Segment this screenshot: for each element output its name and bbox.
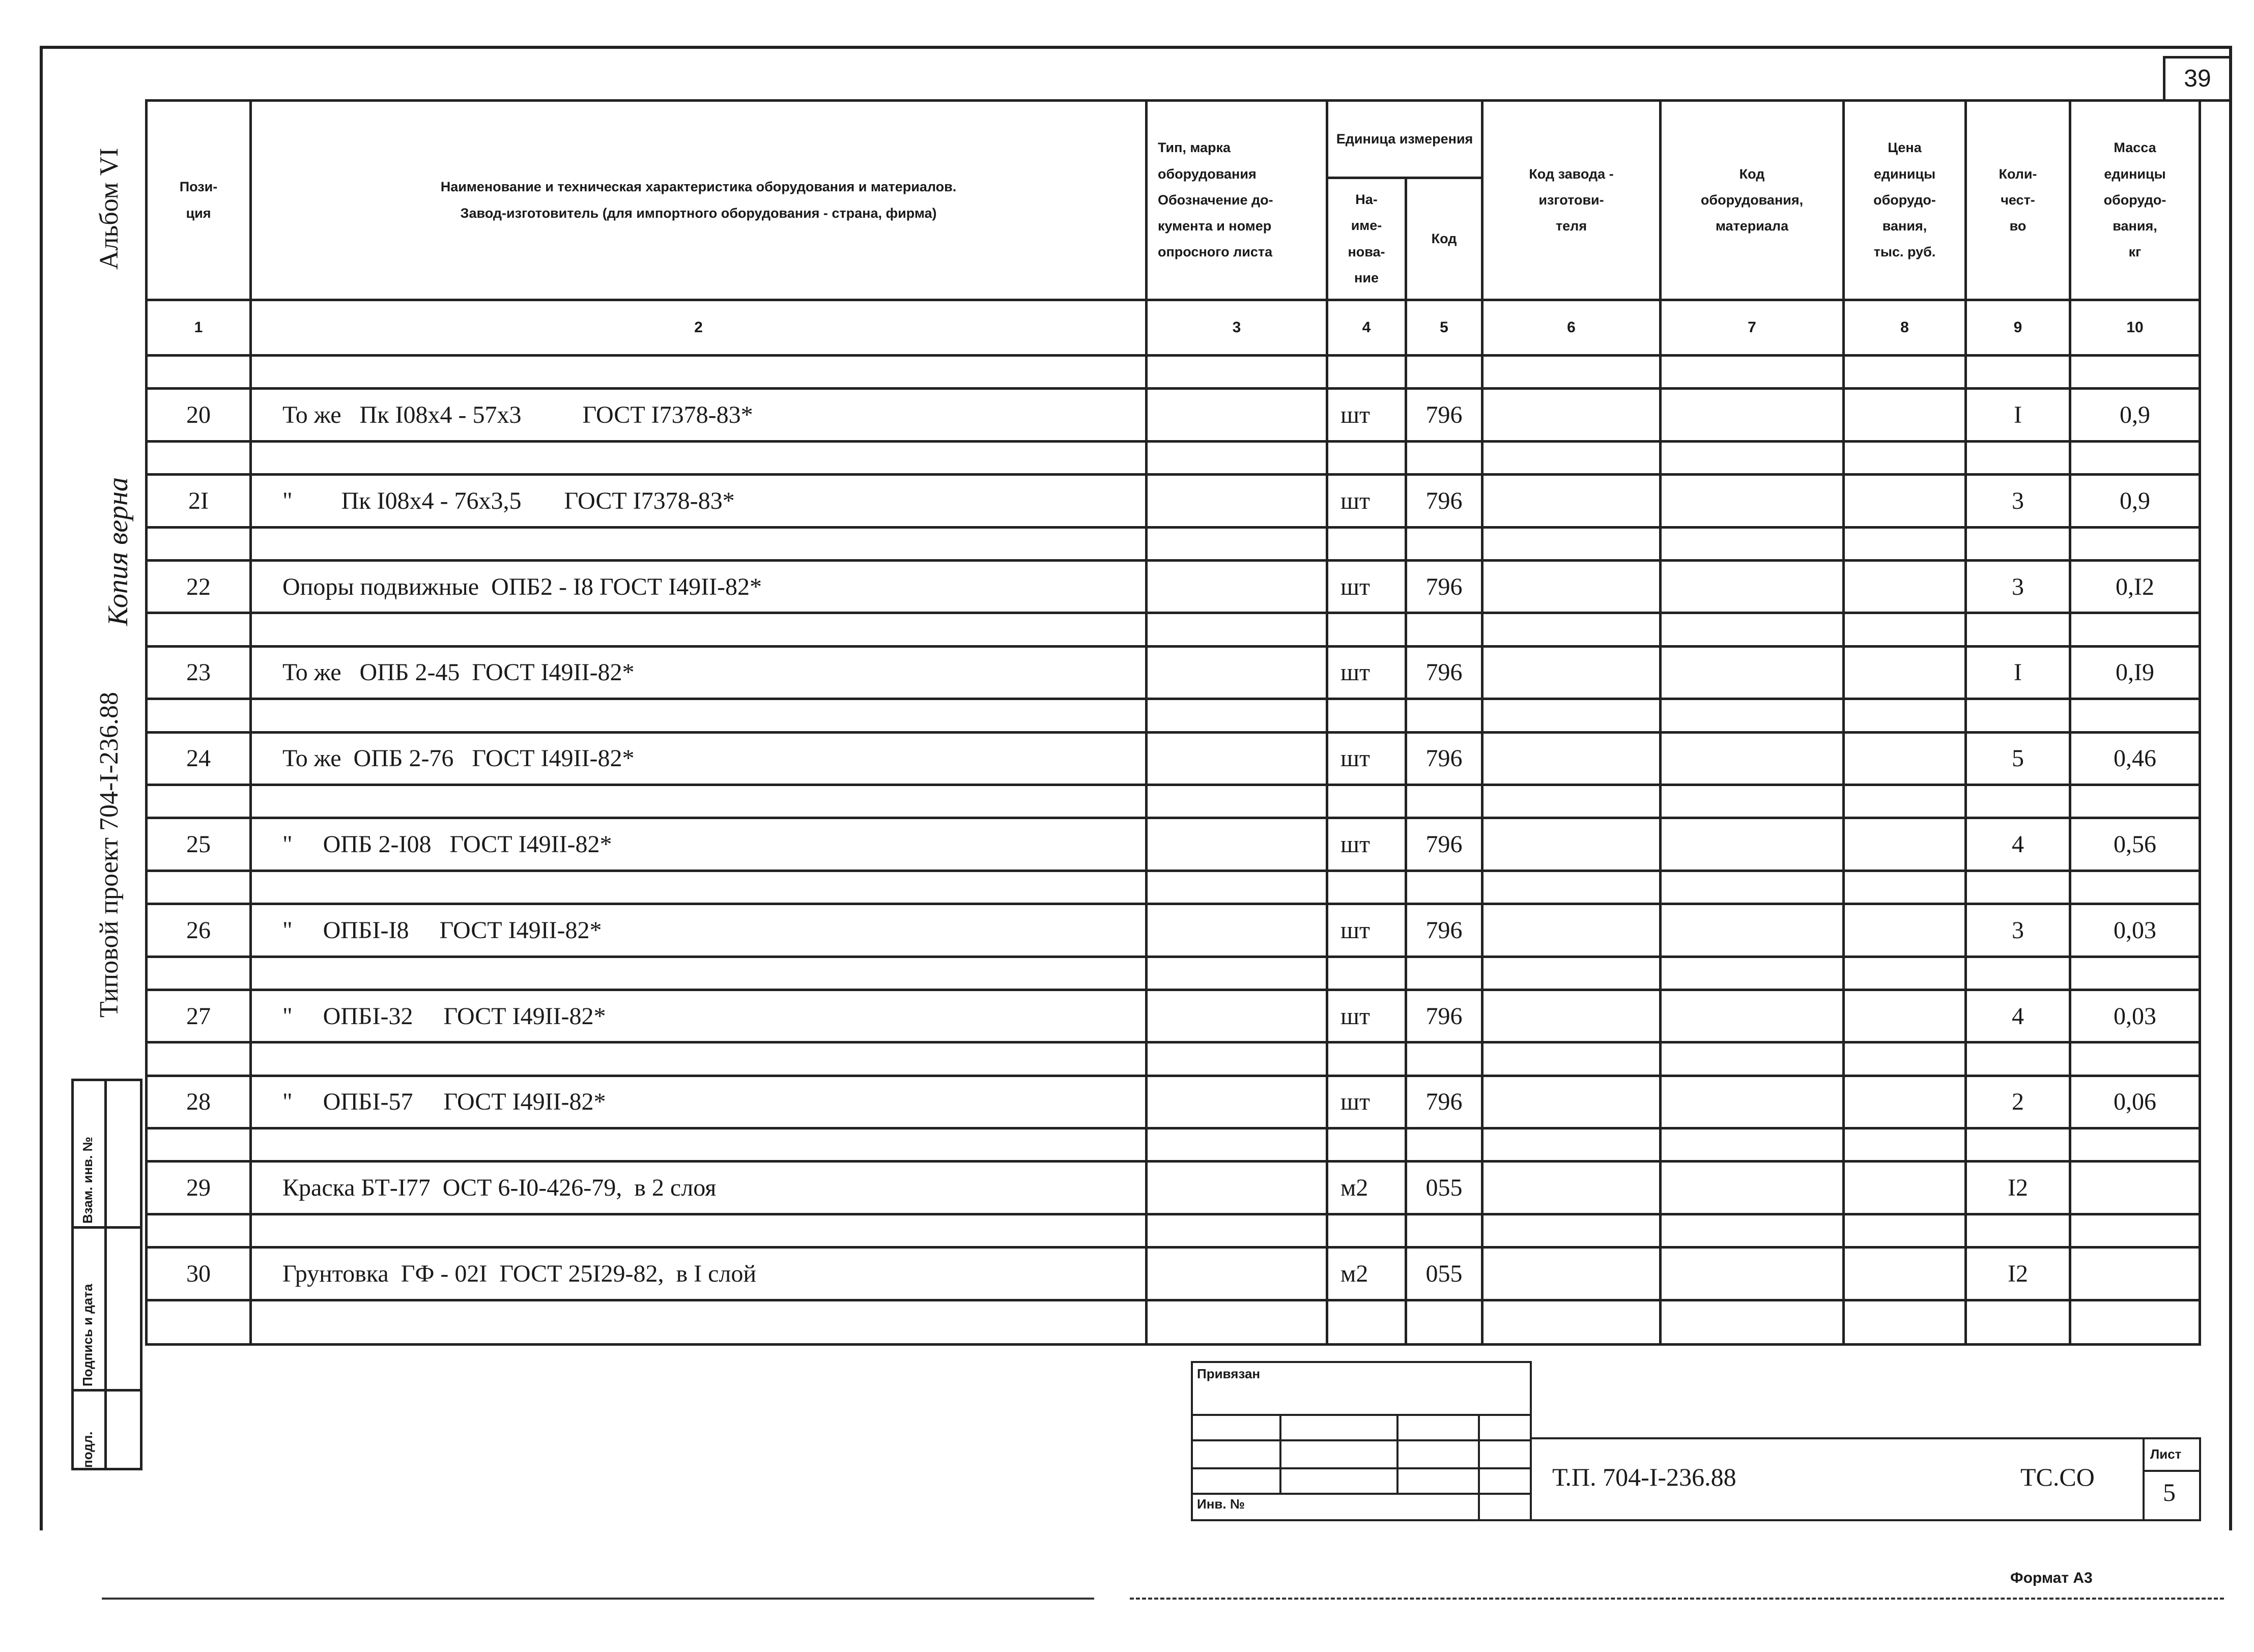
row-name: " ОПБI-57 ГОСТ I49II-82* [251,1076,1147,1128]
row-name: " ОПБI-I8 ГОСТ I49II-82* [251,904,1147,957]
table-row [147,1076,2200,1128]
row-type [1147,646,1327,699]
row-unit: шт [1327,732,1406,785]
row-unit-code: 796 [1406,475,1482,527]
row-type [1147,904,1327,957]
row-equipment-code [1661,904,1844,957]
header-name [251,101,1147,300]
row-factory-code [1482,1162,1661,1214]
row-name: " ОПБI-32 ГОСТ I49II-82* [251,990,1147,1042]
row-equipment-code [1661,646,1844,699]
row-type [1147,1076,1327,1128]
col-num: 5 [1406,300,1482,356]
row-price [1844,990,1966,1042]
col-num: 4 [1327,300,1406,356]
row-type [1147,1248,1327,1300]
row-type [1147,560,1327,613]
stamp-vzam-inv: Взам. инв. № [80,1137,95,1224]
row-price [1844,904,1966,957]
title-block [1532,1437,2201,1521]
col-num: 7 [1661,300,1844,356]
row-unit: шт [1327,560,1406,613]
table-row [147,389,2200,441]
row-unit-code: 055 [1406,1248,1482,1300]
col-num: 8 [1844,300,1966,356]
row-mass: 0,56 [2070,818,2200,871]
row-price [1844,560,1966,613]
table-row [147,646,2200,699]
header-type-line5: опросного листа [1158,244,1273,260]
row-position: 30 [147,1248,251,1300]
header-equipment-code: Код оборудования, материала [1661,101,1844,300]
col-num: 10 [2070,300,2200,356]
row-quantity: 3 [1966,904,2070,957]
spacer-row [147,441,2200,474]
row-equipment-code [1661,389,1844,441]
row-position: 2I [147,475,251,527]
row-position: 20 [147,389,251,441]
row-name: Краска БТ-I77 ОСТ 6-I0-426-79, в 2 слоя [251,1162,1147,1214]
row-price [1844,646,1966,699]
row-unit: шт [1327,818,1406,871]
row-type [1147,990,1327,1042]
row-quantity: 4 [1966,818,2070,871]
row-position: 25 [147,818,251,871]
row-quantity: 3 [1966,560,2070,613]
row-equipment-code [1661,1248,1844,1300]
spacer-row [147,957,2200,990]
col-num: 9 [1966,300,2070,356]
row-price [1844,1162,1966,1214]
row-unit-code: 796 [1406,1076,1482,1128]
row-mass [2070,1162,2200,1214]
row-equipment-code [1661,732,1844,785]
table-row [147,1248,2200,1300]
row-name: " Пк I08x4 - 76x3,5 ГОСТ I7378-83* [251,475,1147,527]
side-stamp [71,1079,142,1470]
row-unit-code: 796 [1406,560,1482,613]
row-quantity: 2 [1966,1076,2070,1128]
spacer-row [147,355,2200,388]
spacer-row [147,527,2200,560]
header-type-line3: Обозначение до- [1158,192,1273,208]
row-quantity: I2 [1966,1162,2070,1214]
sheet-value: 5 [2163,1478,2176,1506]
row-name: То же ОПБ 2-45 ГОСТ I49II-82* [251,646,1147,699]
col-num: 6 [1482,300,1661,356]
row-position: 22 [147,560,251,613]
row-mass: 0,03 [2070,990,2200,1042]
row-name: " ОПБ 2-I08 ГОСТ I49II-82* [251,818,1147,871]
row-mass: 0,I9 [2070,646,2200,699]
row-type [1147,475,1327,527]
row-unit-code: 796 [1406,732,1482,785]
row-equipment-code [1661,990,1844,1042]
table-row [147,732,2200,785]
row-mass: 0,9 [2070,475,2200,527]
bottom-rule-dashed [1130,1598,2224,1600]
row-position: 26 [147,904,251,957]
header-name-line2: Завод-изготовитель (для импортного оборудования - страна, фирма) [460,205,937,221]
row-unit: шт [1327,990,1406,1042]
row-factory-code [1482,990,1661,1042]
row-unit: шт [1327,646,1406,699]
row-name: То же Пк I08x4 - 57x3 ГОСТ I7378-83* [251,389,1147,441]
spacer-row [147,871,2200,904]
row-position: 23 [147,646,251,699]
row-mass [2070,1248,2200,1300]
row-type [1147,818,1327,871]
paper-format: Формат А3 [2010,1570,2093,1586]
row-unit: м2 [1327,1248,1406,1300]
row-factory-code [1482,560,1661,613]
row-factory-code [1482,732,1661,785]
side-project-title: Типовой проект 704-I-236.88 [95,692,124,1018]
row-name: То же ОПБ 2-76 ГОСТ I49II-82* [251,732,1147,785]
row-quantity: I [1966,646,2070,699]
col-num: 3 [1147,300,1327,356]
top-sheet-number: 39 [2163,56,2232,102]
row-price [1844,732,1966,785]
column-number-row [147,300,2200,356]
stamp-inv-no: Инв. № [1197,1496,1245,1512]
specification-table [145,99,2201,1346]
header-unit-name: На- име- нова- ние [1327,178,1406,300]
header-position: Пози- ция [147,101,251,300]
header-quantity: Коли- чест- во [1966,101,2070,300]
header-unit-price: Цена единицы оборудо- вания, тыс. руб. [1844,101,1966,300]
row-unit-code: 796 [1406,818,1482,871]
spacer-row [147,1042,2200,1076]
row-unit-code: 796 [1406,904,1482,957]
header-type-line1: Тип, марка [1158,140,1231,156]
row-mass: 0,46 [2070,732,2200,785]
row-unit-code: 055 [1406,1162,1482,1214]
row-position: 27 [147,990,251,1042]
header-type [1147,101,1327,300]
row-equipment-code [1661,1162,1844,1214]
spacer-row [147,785,2200,818]
stamp-original: подл. [80,1431,95,1468]
binding-stamp [1191,1361,1532,1521]
row-quantity: I [1966,389,2070,441]
row-unit: шт [1327,389,1406,441]
row-equipment-code [1661,475,1844,527]
table-row [147,475,2200,527]
row-mass: 0,03 [2070,904,2200,957]
row-factory-code [1482,1248,1661,1300]
row-unit: м2 [1327,1162,1406,1214]
row-price [1844,475,1966,527]
table-row [147,990,2200,1042]
row-price [1844,1248,1966,1300]
row-equipment-code [1661,818,1844,871]
row-factory-code [1482,904,1661,957]
header-unit-group: Единица измерения [1327,101,1482,178]
row-name: Грунтовка ГФ - 02I ГОСТ 25I29-82, в I слой [251,1248,1147,1300]
spacer-row [147,1128,2200,1162]
table-row [147,818,2200,871]
header-factory-code: Код завода - изготови- теля [1482,101,1661,300]
row-factory-code [1482,818,1661,871]
row-factory-code [1482,646,1661,699]
row-equipment-code [1661,560,1844,613]
row-equipment-code [1661,1076,1844,1128]
row-mass: 0,06 [2070,1076,2200,1128]
spacer-row [147,699,2200,732]
header-type-line2: оборудования [1158,166,1257,182]
empty-row [147,1300,2200,1344]
row-type [1147,732,1327,785]
stamp-signature-date: Подпись и дата [80,1284,95,1386]
row-unit: шт [1327,904,1406,957]
row-price [1844,389,1966,441]
row-price [1844,818,1966,871]
row-factory-code [1482,389,1661,441]
row-unit: шт [1327,1076,1406,1128]
row-type [1147,1162,1327,1214]
row-position: 28 [147,1076,251,1128]
row-position: 24 [147,732,251,785]
document-mark: ТС.СО [2020,1463,2095,1491]
side-album: Альбом VI [95,148,124,270]
col-num: 2 [251,300,1147,356]
row-mass: 0,I2 [2070,560,2200,613]
row-price [1844,1076,1966,1128]
row-factory-code [1482,475,1661,527]
table-row [147,1162,2200,1214]
row-quantity: 4 [1966,990,2070,1042]
header-name-line1: Наименование и техническая характеристика оборудования и материалов. [440,179,957,195]
bottom-rule [102,1598,1094,1600]
row-quantity: I2 [1966,1248,2070,1300]
table-row [147,560,2200,613]
header-type-line4: кумента и номер [1158,218,1272,234]
sheet-label: Лист [2150,1446,2182,1462]
spacer-row [147,1214,2200,1247]
stamp-privyazan: Привязан [1197,1366,1261,1381]
row-type [1147,389,1327,441]
row-unit-code: 796 [1406,389,1482,441]
row-quantity: 5 [1966,732,2070,785]
row-unit-code: 796 [1406,990,1482,1042]
col-num: 1 [147,300,251,356]
row-factory-code [1482,1076,1661,1128]
document-code: Т.П. 704-I-236.88 [1552,1463,1736,1491]
spacer-row [147,613,2200,646]
row-unit-code: 796 [1406,646,1482,699]
row-position: 29 [147,1162,251,1214]
row-quantity: 3 [1966,475,2070,527]
row-unit: шт [1327,475,1406,527]
row-name: Опоры подвижные ОПБ2 - I8 ГОСТ I49II-82* [251,560,1147,613]
header-unit-mass: Масса единицы оборудо- вания, кг [2070,101,2200,300]
row-mass: 0,9 [2070,389,2200,441]
copy-verified-signature: Копия верна [102,477,134,626]
header-unit-code: Код [1406,178,1482,300]
table-row [147,904,2200,957]
